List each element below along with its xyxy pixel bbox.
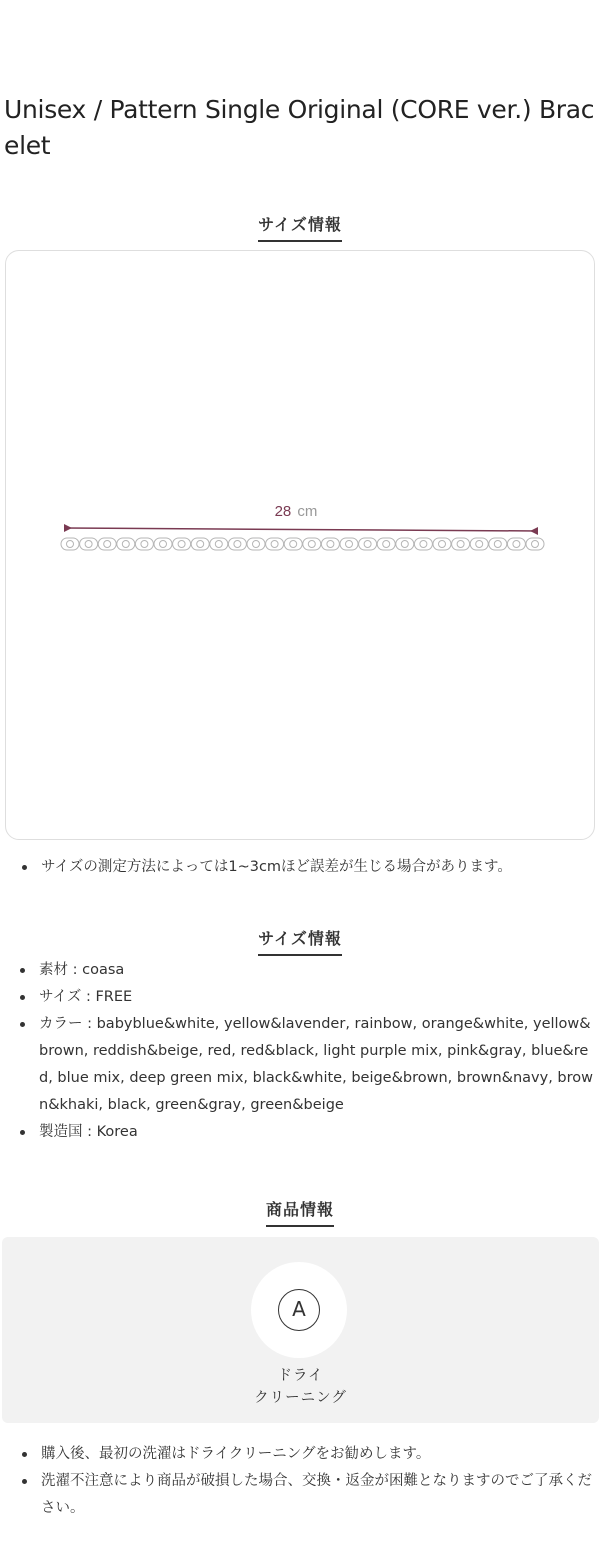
chain-link-bead [439, 541, 446, 548]
care-label-line1: ドライ [277, 1368, 324, 1384]
chain-link-bead [401, 541, 408, 548]
size-info-heading-text: サイズ情報 [258, 212, 342, 242]
measurement-label [275, 503, 318, 520]
chain-link-bead [104, 541, 111, 548]
spec-material: 素材 : coasa [0, 957, 600, 984]
chain-link-bead [85, 541, 92, 548]
product-info-heading-text: 商品情報 [266, 1197, 334, 1227]
chain-link [266, 538, 284, 550]
chain-link [303, 538, 321, 550]
spec-heading [0, 926, 600, 956]
chain-link-bead [178, 541, 185, 548]
chain-link-bead [160, 541, 167, 548]
chain-link [247, 538, 265, 550]
chain-link-bead [346, 541, 353, 548]
chain-link-bead [364, 541, 371, 548]
chain-link [507, 538, 525, 550]
care-note: 洗濯不注意により商品が破損した場合、交換・返金が困難となりますのでご了承ください。 [0, 1468, 600, 1522]
chain-link-bead [513, 541, 520, 548]
care-note: 購入後、最初の洗濯はドライクリーニングをお勧めします。 [0, 1441, 600, 1468]
measurement-line [64, 528, 538, 531]
care-label [2, 1365, 599, 1409]
chain-link-bead [457, 541, 464, 548]
chain-link-bead [532, 541, 539, 548]
chain-link [117, 538, 135, 550]
spec-origin: 製造国 : Korea [0, 1119, 600, 1146]
chain-link-bead [253, 541, 260, 548]
chain-link [191, 538, 209, 550]
chain-link-bead [67, 541, 74, 548]
chain-link [396, 538, 414, 550]
chain-link-bead [197, 541, 204, 548]
size-info-heading [0, 212, 600, 242]
chain-link-bead [271, 541, 278, 548]
chain-link-bead [476, 541, 483, 548]
chain-link [359, 538, 377, 550]
chain-link [80, 538, 98, 550]
chain-link-bead [122, 541, 129, 548]
chain-link-bead [308, 541, 315, 548]
measurement-arrow-right [530, 527, 538, 535]
chain-link [98, 538, 116, 550]
chain-link [340, 538, 358, 550]
spec-list [0, 957, 600, 1146]
chain-link [210, 538, 228, 550]
chain-link [433, 538, 451, 550]
spec-heading-text: サイズ情報 [258, 926, 342, 956]
chain-link-bead [327, 541, 334, 548]
chain-link-bead [290, 541, 297, 548]
chain-link-bead [420, 541, 427, 548]
measurement-arrow-left [64, 524, 72, 532]
bracelet-chain-icon [61, 538, 544, 550]
chain-link [228, 538, 246, 550]
bracelet-illustration [6, 251, 596, 841]
product-info-heading [0, 1197, 600, 1227]
dry-clean-icon: A [278, 1289, 320, 1331]
measurement-note-list [0, 854, 600, 881]
chain-link-bead [215, 541, 222, 548]
chain-link-bead [494, 541, 501, 548]
care-instructions-box [2, 1237, 599, 1423]
spec-colors: カラー : babyblue&white, yellow&lavender, rainbow, orange&white, yellow&brown, reddish&beige, red, red&black, light purple mix, pink&gray, blue&red, blue mix, deep green mix, black&white, beige&brown, brown&navy, brown&khaki, black, green&gray, green&beige [0, 1011, 600, 1119]
chain-link-bead [141, 541, 148, 548]
chain-link [377, 538, 395, 550]
measurement-value: 28 [274, 503, 292, 520]
product-title: Unisex / Pattern Single Original (CORE ver.) Bracelet [4, 95, 595, 160]
care-notes-list [0, 1441, 600, 1522]
chain-link [284, 538, 302, 550]
chain-link [489, 538, 507, 550]
size-illustration-card [5, 250, 595, 840]
chain-link [414, 538, 432, 550]
chain-link [61, 538, 79, 550]
chain-link-bead [234, 541, 241, 548]
chain-link-bead [383, 541, 390, 548]
chain-link [526, 538, 544, 550]
care-label-line2: クリーニング [254, 1390, 347, 1406]
chain-link [452, 538, 470, 550]
chain-link [321, 538, 339, 550]
measurement-unit: cm [297, 503, 318, 520]
measurement-note: サイズの測定方法によっては1~3cmほど誤差が生じる場合があります。 [0, 854, 600, 881]
chain-link [173, 538, 191, 550]
chain-link [154, 538, 172, 550]
spec-size: サイズ : FREE [0, 984, 600, 1011]
care-icon-circle [251, 1262, 347, 1358]
chain-link [470, 538, 488, 550]
chain-link [135, 538, 153, 550]
